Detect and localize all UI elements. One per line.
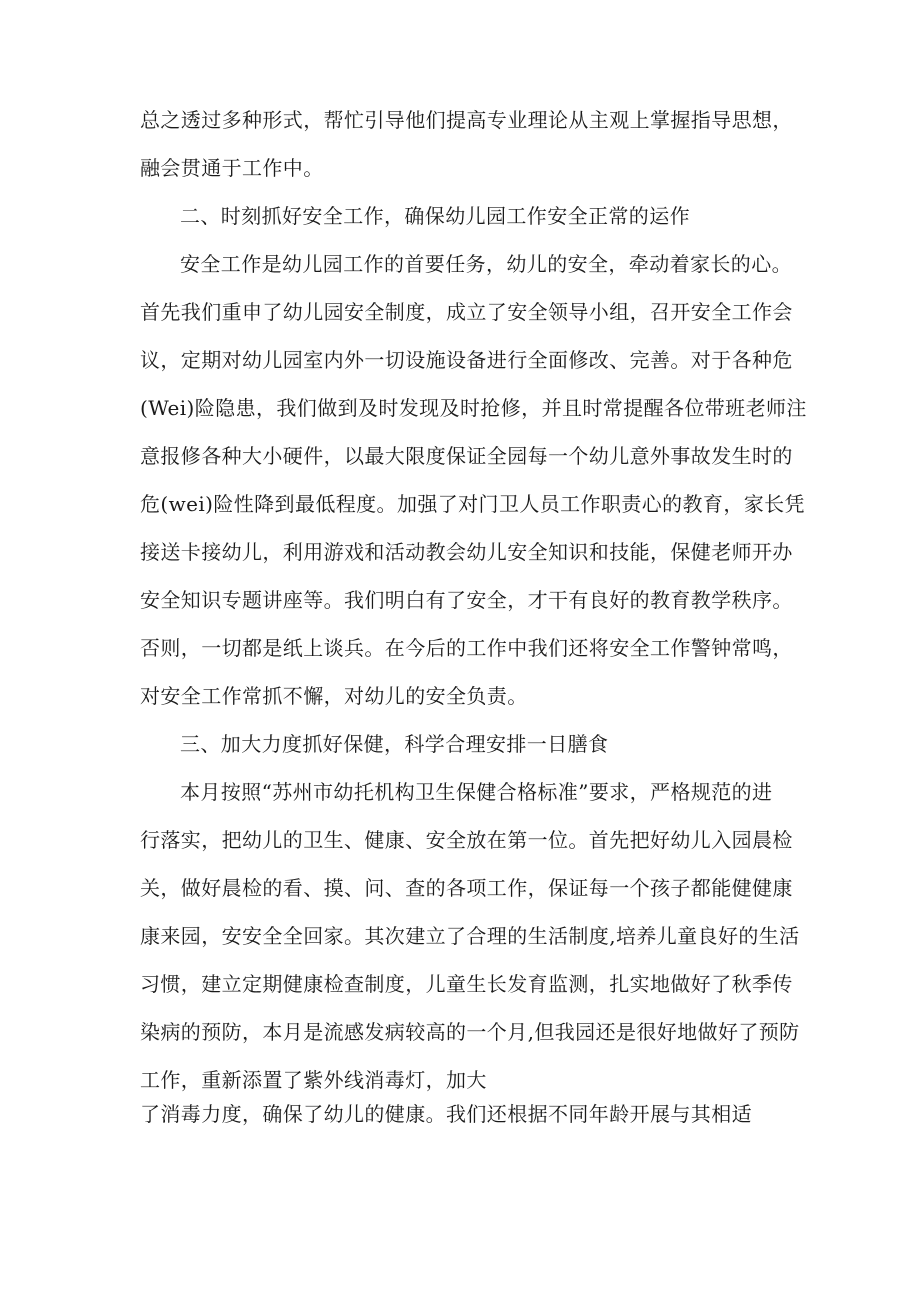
text-line-12: 否则，一切都是纸上谈兵。在今后的工作中我们还将安全工作警钟常鸣， [140,636,793,660]
text-line-4: 安全工作是幼儿园工作的首要任务，幼儿的安全，牵动着家长的心。 [180,252,792,276]
section-heading-3: 三、加大力度抓好保健，科学合理安排一日膳食 [180,732,609,756]
text-line-19: 习惯，建立定期健康检查制度，儿童生长发育监测，扎实地做好了秋季传 [140,972,793,996]
text-line-9: 危(wei)险性降到最低程度。加强了对门卫人员工作职责心的教育，家长凭 [140,492,805,516]
text-line-15: 本月按照“苏州市幼托机构卫生保健合格标准”要求，严格规范的进 [180,780,773,804]
text-line-22: 了消毒力度，确保了幼儿的健康。我们还根据不同年龄开展与其相适 [140,1102,752,1126]
text-line-13: 对安全工作常抓不懈，对幼儿的安全负责。 [140,684,528,708]
text-line-8: 意报修各种大小硬件，以最大限度保证全园每一个幼儿意外事故发生时的 [140,444,793,468]
text-line-7: (Wei)险隐患，我们做到及时发现及时抢修，并且时常提醒各位带班老师注 [140,396,807,420]
text-line-2: 融会贯通于工作中。 [140,156,324,180]
text-line-5: 首先我们重申了幼儿园安全制度，成立了安全领导小组，召开安全工作会 [140,300,793,324]
text-line-11: 安全知识专题讲座等。我们明白有了安全，才干有良好的教育教学秩序。 [140,588,793,612]
text-line-10: 接送卡接幼儿，利用游戏和活动教会幼儿安全知识和技能，保健老师开办 [140,540,793,564]
text-line-6: 议，定期对幼儿园室内外一切设施设备进行全面修改、完善。对于各种危 [140,348,793,372]
text-line-17: 关，做好晨检的看、摸、问、查的各项工作，保证每一个孩子都能健健康 [140,876,793,900]
text-line-20: 染病的预防，本月是流感发病较高的一个月,但我园还是很好地做好了预防 [140,1020,800,1044]
text-line-21: 工作，重新添置了紫外线消毒灯，加大 [140,1068,487,1092]
text-line-16: 行落实，把幼儿的卫生、健康、安全放在第一位。首先把好幼儿入园晨检 [140,828,793,852]
section-heading-2: 二、时刻抓好安全工作，确保幼儿园工作安全正常的运作 [180,204,690,228]
text-line-1: 总之透过多种形式，帮忙引导他们提高专业理论从主观上掌握指导思想， [140,108,793,132]
text-line-18: 康来园，安安全全回家。其次建立了合理的生活制度,培养儿童良好的生活 [140,924,800,948]
